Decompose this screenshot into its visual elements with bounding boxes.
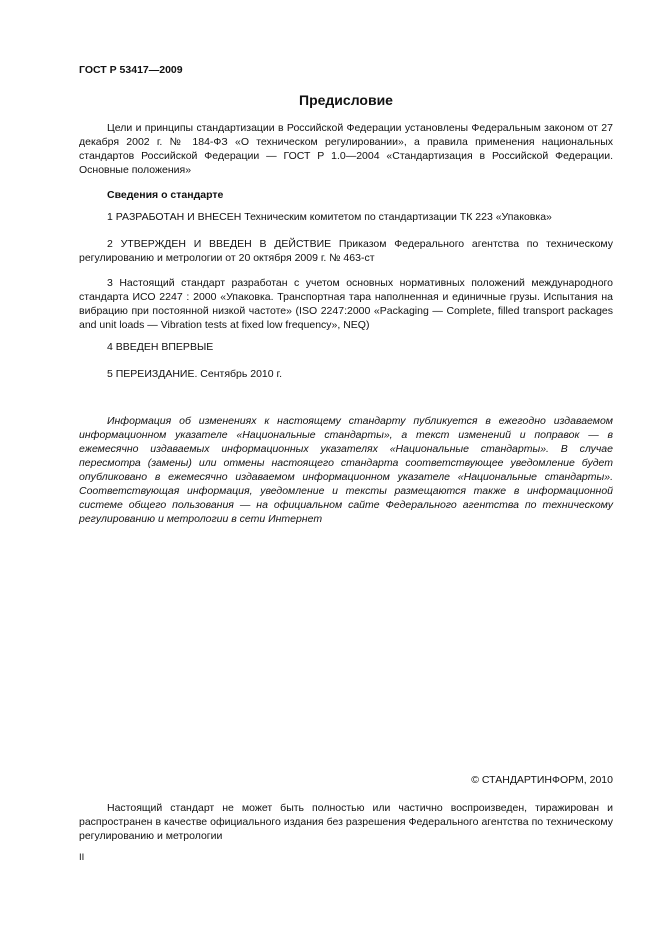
reproduction-notice: Настоящий стандарт не может быть полностью или частично воспроизведен, тиражирован и распространен в качестве официального издания без разрешения Федерального агентства по техническому регулированию и метрологии (79, 802, 613, 842)
copyright: © СТАНДАРТИНФОРМ, 2010 (471, 774, 613, 786)
list-item: 4 ВВЕДЕН ВПЕРВЫЕ (107, 341, 214, 353)
intro-paragraph: Цели и принципы стандартизации в Российской Федерации установлены Федеральным законом от 27 декабря 2002 г. № 184-ФЗ «О техническом регулировании», а правила применения национальных стандартов Российской Федерации — ГОСТ Р 1.0—2004 «Стандартизация в Российской Федерации. Основные положения» (79, 122, 613, 176)
list-item: 1 РАЗРАБОТАН И ВНЕСЕН Техническим комитетом по стандартизации ТК 223 «Упаковка» (107, 211, 552, 223)
standard-id: ГОСТ Р 53417—2009 (79, 64, 183, 76)
list-item: 3 Настоящий стандарт разработан с учетом основных нормативных положений международного стандарта ИСО 2247 : 2000 «Упаковка. Транспортная тара наполненная и единичные грузы. Испытания на вибрацию при постоянной низкой частоте» (ISO 2247:2000 «Packaging — Complete, filled transport packages and unit loads — Vibration tests at fixed low frequency», NEQ) (79, 277, 613, 331)
page-number: II (79, 852, 85, 863)
section-heading: Сведения о стандарте (107, 189, 224, 201)
page-title: Предисловие (299, 92, 393, 108)
list-item: 2 УТВЕРЖДЕН И ВВЕДЕН В ДЕЙСТВИЕ Приказом Федерального агентства по техническому регулированию и метрологии от 20 октября 2009 г. № 463-ст (79, 238, 613, 264)
info-notice: Информация об изменениях к настоящему стандарту публикуется в ежегодно издаваемом информационном указателе «Национальные стандарты», а текст изменений и поправок — в ежемесячно издаваемых информационных указателях «Национальные стандарты». В случае пересмотра (замены) или отмены настоящего стандарта соответствующее уведомление будет опубликовано в ежемесячно издаваемом информационном указателе «Национальные стандарты». Соответствующая информация, уведомление и тексты размещаются также в информационной системе общего пользования — на официальном сайте Федерального агентства по техническому регулированию и метрологии в сети Интернет (79, 415, 613, 525)
list-item: 5 ПЕРЕИЗДАНИЕ. Сентябрь 2010 г. (107, 368, 282, 380)
